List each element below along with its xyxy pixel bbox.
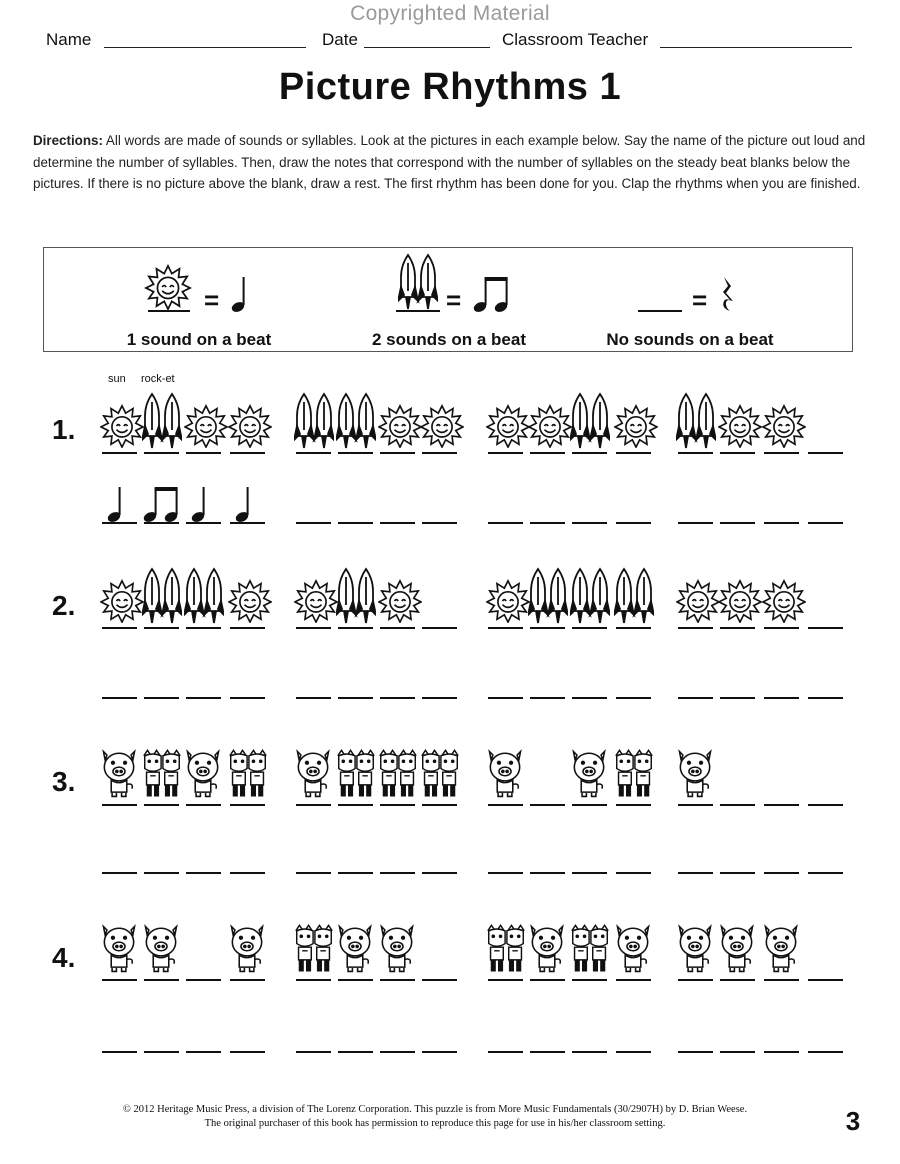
picture-beat-line [530,979,565,981]
picture-beat-line [572,627,607,629]
rocket-icon [142,565,182,625]
picture-beat-line [186,627,221,629]
picture-beat-line [338,804,373,806]
answer-beat-blank[interactable] [296,872,331,874]
answer-beat-blank[interactable] [422,522,457,524]
teacher-blank[interactable] [660,47,852,48]
pig-icon [486,748,524,800]
answer-beat-blank[interactable] [296,697,331,699]
answer-beat-blank[interactable] [230,1051,265,1053]
sun-icon [144,264,192,310]
quarter-note-icon [190,484,210,524]
exercise-number: 4. [52,942,76,973]
legend-blank-line [148,310,190,312]
rocket-icon [570,390,610,450]
picture-beat-line [488,804,523,806]
date-label: Date [322,30,358,49]
answer-beat-blank[interactable] [488,1051,523,1053]
picture-beat-line [616,452,651,454]
rocket-icon [528,565,568,625]
answer-beat-blank[interactable] [422,697,457,699]
answer-beat-blank[interactable] [338,697,373,699]
page-number: 3 [845,1106,861,1136]
answer-beat-blank[interactable] [488,522,523,524]
picture-beat-line [296,452,331,454]
pig-icon [294,748,332,800]
picture-beat-line [230,452,265,454]
eighth-notes-icon [142,484,182,524]
picture-beat-line [422,979,457,981]
cows-icon [486,923,526,975]
answer-beat-blank[interactable] [186,872,221,874]
answer-beat-blank[interactable] [380,522,415,524]
legend-label-2: 2 sounds on a beat [372,330,526,349]
answer-beat-blank[interactable] [678,522,713,524]
answer-beat-blank[interactable] [808,872,843,874]
answer-beat-blank[interactable] [380,1051,415,1053]
picture-beat-line [678,979,713,981]
picture-beat-line [808,804,843,806]
answer-beat-blank[interactable] [616,697,651,699]
answer-beat-blank[interactable] [230,697,265,699]
picture-beat-line [530,452,565,454]
rocket-icon [336,390,376,450]
directions-text: All words are made of sounds or syllables. Look at the pictures in each example below. Say the name of the picture out loud and determine the number of syllables. Then, draw the notes that correspond with the number of syllables on the steady beat blanks below the pictures. If there is no picture above the blank, draw a rest. The first rhythm has been done for you. Clap the rhythms when you are finished. [33,133,866,191]
answer-beat-blank[interactable] [530,1051,565,1053]
rocket-icon [570,565,610,625]
picture-beat-line [102,452,137,454]
answer-beat-blank[interactable] [808,697,843,699]
picture-beat-line [720,452,755,454]
copyright-footer [50,1103,820,1131]
picture-beat-line [380,452,415,454]
picture-beat-line [678,452,713,454]
picture-beat-line [572,804,607,806]
sun-icon [718,404,762,448]
equals-sign: = [692,285,708,315]
caption-sun: sun [108,373,126,385]
sun-icon [228,579,272,623]
picture-beat-line [338,627,373,629]
quarter-note-icon [106,484,126,524]
picture-beat-line [422,452,457,454]
answer-beat-blank[interactable] [338,1051,373,1053]
pig-icon [676,748,714,800]
cows-icon [294,923,334,975]
pig-icon [100,748,138,800]
picture-beat-line [764,452,799,454]
sun-icon [378,579,422,623]
answer-beat-blank[interactable] [488,872,523,874]
cows-icon [336,748,376,800]
picture-beat-line [144,979,179,981]
answer-beat-blank[interactable] [186,697,221,699]
rocket-icon [398,251,438,311]
sun-icon [614,404,658,448]
answer-beat-blank[interactable] [764,522,799,524]
pig-icon [528,923,566,975]
picture-beat-line [186,979,221,981]
picture-beat-line [488,979,523,981]
answer-beat-blank[interactable] [488,697,523,699]
answer-beat-blank[interactable] [422,872,457,874]
answer-beat-blank[interactable] [102,872,137,874]
pig-icon [614,923,652,975]
student-header [46,30,852,52]
directions [33,130,873,195]
answer-beat-blank[interactable] [530,522,565,524]
picture-beat-line [530,804,565,806]
picture-beat-line [808,452,843,454]
sun-icon [528,404,572,448]
sun-icon [718,579,762,623]
sun-icon [184,404,228,448]
answer-beat-blank[interactable] [338,522,373,524]
picture-beat-line [764,627,799,629]
legend-blank-line [638,310,682,312]
answer-beat-blank[interactable] [616,872,651,874]
pig-icon [762,923,800,975]
picture-beat-line [678,627,713,629]
answer-beat-blank[interactable] [808,522,843,524]
answer-beat-blank[interactable] [720,697,755,699]
sun-icon [420,404,464,448]
quarter-note-icon [230,274,250,314]
picture-beat-line [102,804,137,806]
picture-beat-line [296,804,331,806]
picture-beat-line [808,627,843,629]
picture-beat-line [102,979,137,981]
pig-icon [100,923,138,975]
answer-beat-blank[interactable] [230,872,265,874]
sun-icon [486,404,530,448]
answer-beat-blank[interactable] [678,872,713,874]
sun-icon [228,404,272,448]
legend-blank-line [396,310,440,312]
directions-lead: Directions: [33,133,103,148]
exercise-number: 1. [52,414,76,445]
sun-icon [100,579,144,623]
pig-icon [336,923,374,975]
sun-icon [486,579,530,623]
picture-beat-line [296,979,331,981]
sun-icon [294,579,338,623]
picture-beat-line [296,627,331,629]
rocket-icon [336,565,376,625]
picture-beat-line [720,804,755,806]
cows-icon [142,748,182,800]
answer-beat-blank[interactable] [720,872,755,874]
picture-beat-line [422,627,457,629]
sun-icon [762,404,806,448]
sun-icon [676,579,720,623]
answer-beat-blank[interactable] [144,1051,179,1053]
date-blank[interactable] [364,47,490,48]
picture-beat-line [380,804,415,806]
pig-icon [570,748,608,800]
picture-beat-line [422,804,457,806]
legend-label-3: No sounds on a beat [606,330,774,349]
picture-beat-line [488,452,523,454]
footer-line-1: © 2012 Heritage Music Press, a division of The Lorenz Corporation. This puzzle is from More Music Fundamentals (30/2907H) by D. Brian Weese. [122,1104,748,1115]
answer-beat-blank[interactable] [102,697,137,699]
answer-beat-blank[interactable] [764,872,799,874]
cows-icon [228,748,268,800]
picture-beat-line [720,979,755,981]
name-label: Name [46,30,92,49]
page-title: Picture Rhythms 1 [278,66,622,108]
rocket-icon [676,390,716,450]
rocket-icon [294,390,334,450]
sun-icon [100,404,144,448]
picture-beat-line [230,804,265,806]
answer-beat-blank[interactable] [144,872,179,874]
footer-line-2: The original purchaser of this book has permission to reproduce this page for use in his/her classroom setting. [204,1118,666,1129]
picture-beat-line [230,979,265,981]
sun-icon [762,579,806,623]
rocket-icon [184,565,224,625]
picture-beat-line [720,627,755,629]
exercise-number: 2. [52,590,76,621]
picture-beat-line [230,627,265,629]
picture-beat-line [616,979,651,981]
answer-beat-blank[interactable] [764,1051,799,1053]
picture-beat-line [186,452,221,454]
pig-icon [718,923,756,975]
picture-beat-line [380,979,415,981]
answer-beat-blank[interactable] [380,872,415,874]
cows-icon [570,923,610,975]
answer-beat-blank[interactable] [808,1051,843,1053]
rocket-icon [142,390,182,450]
answer-beat-blank[interactable] [530,872,565,874]
picture-beat-line [616,804,651,806]
answer-beat-blank[interactable] [296,1051,331,1053]
picture-beat-line [144,627,179,629]
picture-beat-line [144,804,179,806]
exercise-number: 3. [52,766,76,797]
answer-beat-blank[interactable] [144,697,179,699]
answer-beat-blank[interactable] [338,872,373,874]
answer-beat-blank[interactable] [720,522,755,524]
answer-beat-blank[interactable] [764,697,799,699]
picture-beat-line [144,452,179,454]
answer-beat-blank[interactable] [616,522,651,524]
picture-beat-line [338,979,373,981]
pig-icon [142,923,180,975]
answer-beat-blank[interactable] [572,872,607,874]
legend-label-1: 1 sound on a beat [126,330,272,349]
answer-beat-blank[interactable] [572,697,607,699]
equals-sign: = [204,285,220,315]
picture-beat-line [572,979,607,981]
pig-icon [378,923,416,975]
picture-beat-line [616,627,651,629]
answer-beat-blank[interactable] [380,697,415,699]
pig-icon [676,923,714,975]
answer-beat-blank[interactable] [422,1051,457,1053]
answer-beat-blank[interactable] [572,1051,607,1053]
cows-icon [614,748,654,800]
picture-beat-line [764,804,799,806]
answer-beat-blank[interactable] [616,1051,651,1053]
pig-icon [184,748,222,800]
sun-icon [378,404,422,448]
picture-beat-line [102,627,137,629]
answer-beat-blank[interactable] [678,697,713,699]
picture-beat-line [488,627,523,629]
watermark: Copyrighted Material [350,2,550,25]
teacher-label: Classroom Teacher [502,30,649,49]
picture-beat-line [678,804,713,806]
picture-beat-line [186,804,221,806]
name-blank[interactable] [104,47,306,48]
picture-beat-line [530,627,565,629]
rocket-icon [614,565,654,625]
picture-beat-line [572,452,607,454]
answer-beat-blank[interactable] [530,697,565,699]
quarter-note-icon [234,484,254,524]
picture-beat-line [808,979,843,981]
quarter-rest-icon [718,274,738,314]
cows-icon [420,748,460,800]
answer-beat-blank[interactable] [572,522,607,524]
pig-icon [228,923,266,975]
picture-beat-line [338,452,373,454]
answer-beat-blank[interactable] [102,1051,137,1053]
caption-rocket: rock-et [141,373,175,385]
picture-beat-line [380,627,415,629]
answer-beat-blank[interactable] [296,522,331,524]
legend-box [43,247,853,352]
answer-beat-blank[interactable] [720,1051,755,1053]
picture-beat-line [764,979,799,981]
eighth-notes-icon [472,274,512,314]
answer-beat-blank[interactable] [678,1051,713,1053]
equals-sign: = [446,285,462,315]
cows-icon [378,748,418,800]
answer-beat-blank[interactable] [186,1051,221,1053]
